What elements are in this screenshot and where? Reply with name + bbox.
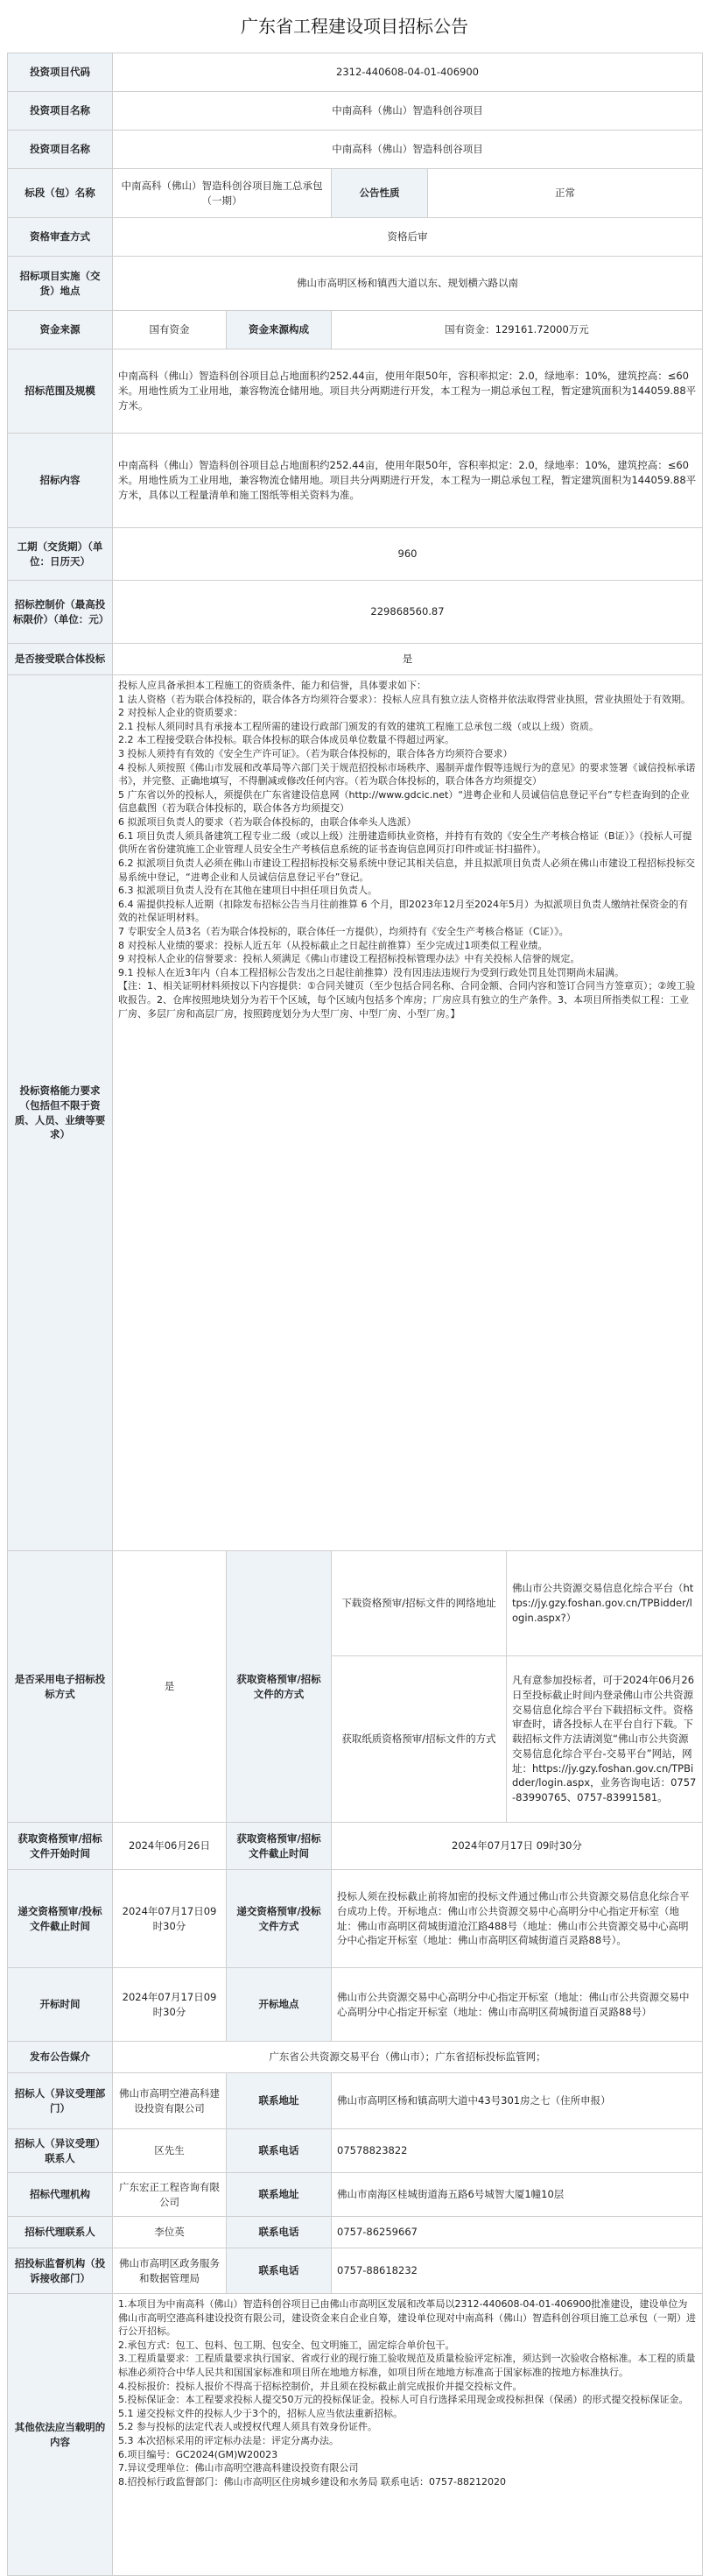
- row-project-name: [8, 92, 703, 131]
- location-value: 佛山市高明区杨和镇西大道以东、规划横六路以南: [113, 257, 703, 311]
- fund-source-label: 资金来源: [8, 311, 113, 349]
- price-value: 229868560.87: [113, 581, 703, 644]
- row-e-bidding-1: [8, 1551, 703, 1656]
- how-to-get-paper-label: 获取纸质资格预审/招标文件的方式: [332, 1656, 507, 1823]
- get-start-label: 获取资格预审/招标文件开始时间: [8, 1823, 113, 1870]
- project-name-label-2: 投资项目名称: [8, 131, 113, 169]
- notes-value: 1.本项目为中南高科（佛山）智造科创谷项目已由佛山市高明区发展和改革局以2312-440608-04-01-406900批准建设，建设单位为佛山市高明空港高科建设投资有限公司，建设资金来自企业自筹，建设单位现对中南高科（佛山）智造科创谷项目施工总承包（一期）进行公开招标。 2.承包方式：包工、包料、包工期、包安全、包文明施工，固定综合单价包干。 3.工程质量要求：工程质量要求执行国家、省或行业的现行施工验收规范及质量检验评定标准，须达到一次验收合格标准。本工程的质量标准必须符合中华人民共和国国家标准和项目所在地地方标准，如项目所在地地方标准高于国家标准的按地方标准执行。 4.投标报价：投标人报价不得高于招标控制价，并且须在投标截止前完成报价并提交投标文件。 5.投标保证金：本工程要求投标人提交50万元的投标保证金。投标人可自行选择采用现金或投标担保（保函）的形式提交投标保证金。 5.1 递交投标文件的投标人少于3个的，招标人应当依法重新招标。 5.2 参与投标的法定代表人或授权代理人须具有效身份证件。 5.3 本次招标采用的评定标办法是：评定分离办法。 6.项目编号：GC2024(GM)W20023 7.异议受理单位：佛山市高明空港高科建设投资有限公司 8.招投标行政监督部门：佛山市高明区住房城乡建设和水务局 联系电话：0757-88212020: [113, 2294, 703, 2576]
- supervisor-phone-label: 联系电话: [227, 2248, 332, 2294]
- publish-media-value: 广东省公共资源交易平台（佛山市）；广东省招标投标监管网；: [113, 2042, 703, 2073]
- location-label: 招标项目实施（交货）地点: [8, 257, 113, 311]
- content-label: 招标内容: [8, 434, 113, 528]
- qualification-label: 投标资格能力要求（包括但不限于资质、人员、业绩等要求）: [8, 675, 113, 1551]
- e-bidding-label: 是否采用电子招标投标方式: [8, 1551, 113, 1823]
- announcement-table: [7, 53, 703, 2576]
- row-get-time: [8, 1823, 703, 1870]
- open-place-label: 开标地点: [227, 1968, 332, 2042]
- qual-method-label: 资格审查方式: [8, 218, 113, 257]
- section-name-label: 标段（包）名称: [8, 169, 113, 218]
- row-media: [8, 2042, 703, 2073]
- row-consortium: [8, 644, 703, 675]
- submit-deadline-value: 2024年07月17日09时30分: [113, 1870, 227, 1968]
- row-submit: [8, 1870, 703, 1968]
- e-bidding-value: 是: [113, 1551, 227, 1823]
- consortium-value: 是: [113, 644, 703, 675]
- open-place-value: 佛山市公共资源交易中心高明分中心指定开标室（地址：佛山市公共资源交易中心高明分中心指定开标室（地址：佛山市高明区荷城街道百灵路88号）: [332, 1968, 703, 2042]
- project-code-label: 投资项目代码: [8, 53, 113, 92]
- fund-structure-value: 国有资金：129161.72000万元: [332, 311, 703, 349]
- consortium-label: 是否接受联合体投标: [8, 644, 113, 675]
- qualification-value: 投标人应具备承担本工程施工的资质条件、能力和信誉，具体要求如下： 1 法人资格（若为联合体投标的，联合体各方均须符合要求）：投标人应具有独立法人资格并依法取得营业执照，营业执照处于有效期。 2 对投标人企业的资质要求： 2.1 投标人须同时具有承接本工程所需的建设行政部门颁发的有效的建筑工程施工总承包二级（或以上级）资质。 2.2 本工程接受联合体投标。联合体投标的联合体成员单位数量不得超过两家。 3 投标人须持有有效的《安全生产许可证》。（若为联合体投标的，联合体各方均须符合要求） 4 投标人须按照《佛山市发展和改革局等六部门关于规范招投标市场秩序、遏制弄虚作假等违规行为的意见》的要求签署《诚信投标承诺书》，并完整、正确地填写，不得删减或修改任何内容。（若为联合体投标的，联合体各方均须提交） 5 广东省以外的投标人，须提供在广东省建设信息网（http://www.gdcic.net）“进粤企业和人员诚信信息登记平台”专栏查询到的企业信息截图（若为联合体投标的，联合体各方均须提交） 6 拟派项目负责人的要求（若为联合体投标的，由联合体牵头人选派） 6.1 项目负责人须具备建筑工程专业二级（或以上级）注册建造师执业资格，并持有有效的《安全生产考核合格证（B证）》（投标人可提供所在省份建筑施工企业管理人员安全生产考核信息系统的证书查询信息网页打印件或证书扫描件）。 6.2 拟派项目负责人必须在佛山市建设工程招标投标交易系统中登记其相关信息，并且拟派项目负责人必须在佛山市建设工程招标投标交易系统中登记，“进粤企业和人员诚信信息登记平台”登记。 6.3 拟派项目负责人没有在其他在建项目中担任项目负责人。 6.4 需提供投标人近期（扣除发布招标公告当月往前推算 6 个月，即2023年12月至2024年5月）为拟派项目负责人缴纳社保资金的有效的社保证明材料。 7 专职安全人员3名（若为联合体投标的，联合体任一方提供），均须持有《安全生产考核合格证（C证）》。 8 对投标人业绩的要求：投标人近五年（从投标截止之日起往前推算）至少完成过1项类似工程业绩。 9 对投标人企业的信誉要求：投标人须满足《佛山市建设工程招标投标管理办法》中有关投标人信誉的规定。 9.1 投标人在近3年内（自本工程招标公告发出之日起往前推算）没有因违法违规行为受到行政处罚且处罚期尚未届满。 【注：1、相关证明材料须按以下内容提供：①合同关键页（至少包括合同名称、合同金额、合同内容和签订合同当方签章页）；②竣工验收报告。2、仓库按照地块划分为若干个区域，每个区域内包括多个库房；厂房应具有独立的生产条件。3、本项目所指类似工程：工业厂房、多层厂房和高层厂房，按照跨度划分为大型厂房、中型厂房、小型厂房。】: [113, 675, 703, 1551]
- submit-deadline-label: 递交资格预审/投标文件截止时间: [8, 1870, 113, 1968]
- qual-method-value: 资格后审: [113, 218, 703, 257]
- open-time-value: 2024年07月17日09时30分: [113, 1968, 227, 2042]
- agency-phone-value: 0757-86259667: [332, 2217, 703, 2248]
- public-status-value: 正常: [428, 169, 703, 218]
- page-title: 广东省工程建设项目招标公告: [241, 16, 468, 37]
- get-start-value: 2024年06月26日: [113, 1823, 227, 1870]
- row-content: [8, 434, 703, 528]
- agency-phone-label: 联系电话: [227, 2217, 332, 2248]
- price-label: 招标控制价（最高投标限价）（单位：元）: [8, 581, 113, 644]
- how-to-get-label: 获取资格预审/招标文件的方式: [227, 1551, 332, 1823]
- supervisor-value: 佛山市高明区政务服务和数据管理局: [113, 2248, 227, 2294]
- row-notes: [8, 2294, 703, 2576]
- how-to-get-web-label: 下载资格预审/招标文件的网络地址: [332, 1551, 507, 1656]
- row-supervisor: [8, 2248, 703, 2294]
- row-qualification: [8, 675, 703, 1551]
- fund-source-value: 国有资金: [113, 311, 227, 349]
- open-time-label: 开标时间: [8, 1968, 113, 2042]
- agency-contact-label: 招标代理联系人: [8, 2217, 113, 2248]
- row-duration: [8, 528, 703, 581]
- submit-method-value: 投标人须在投标截止前将加密的投标文件通过佛山市公共资源交易信息化综合平台成功上传。开标地点：佛山市公共资源交易中心高明分中心指定开标室（地址：佛山市高明区荷城街道沧江路488号（地址：佛山市公共资源交易中心高明分中心指定开标室（地址：佛山市高明区荷城街道百灵路88号）。: [332, 1870, 703, 1968]
- how-to-get-paper-value: 凡有意参加投标者，可于2024年06月26日至投标截止时间内登录佛山市公共资源交易信息化综合平台下载招标文件。资格审查时，请各投标人在平台自行下载。下载招标文件方法请浏览“佛山市公共资源交易信息化综合平台-交易平台”网站，网址：https://jy.gzy.foshan.gov.cn/TPBidder/login.aspx，业务咨询电话：0757-83990765、0757-83991581。: [507, 1656, 703, 1823]
- publish-media-label: 发布公告媒介: [8, 2042, 113, 2073]
- content-value: 中南高科（佛山）智造科创谷项目总占地面积约252.44亩，使用年限50年，容积率拟定：2.0，绿地率：10%，建筑控高：≤60米。用地性质为工业用地，兼容物流仓储用地。项目共分两期进行开发，本工程为一期总承包工程，暂定建筑面积为144059.88平方米，具体以工程量清单和施工图纸等相关资料为准。: [113, 434, 703, 528]
- scope-value: 中南高科（佛山）智造科创谷项目总占地面积约252.44亩，使用年限50年，容积率拟定：2.0，绿地率：10%，建筑控高：≤60米。用地性质为工业用地，兼容物流仓储用地。项目共分两期进行开发，本工程为一期总承包工程，暂定建筑面积为144059.88平方米。: [113, 349, 703, 434]
- row-open: [8, 1968, 703, 2042]
- project-code-value: 2312-440608-04-01-406900: [113, 53, 703, 92]
- row-agency: [8, 2173, 703, 2217]
- tenderer-contact-label: 招标人（异议受理）联系人: [8, 2129, 113, 2173]
- duration-value: 960: [113, 528, 703, 581]
- notes-label: 其他依法应当载明的内容: [8, 2294, 113, 2576]
- row-tenderer-contact: [8, 2129, 703, 2173]
- agency-contact-value: 李位英: [113, 2217, 227, 2248]
- agency-value: 广东宏正工程咨询有限公司: [113, 2173, 227, 2217]
- agency-label: 招标代理机构: [8, 2173, 113, 2217]
- tenderer-value: 佛山市高明空港高科建设投资有限公司: [113, 2073, 227, 2129]
- row-section: [8, 169, 703, 218]
- supervisor-label: 招投标监督机构（投诉接收部门）: [8, 2248, 113, 2294]
- agency-address-label: 联系地址: [227, 2173, 332, 2217]
- supervisor-phone-value: 0757-88618232: [332, 2248, 703, 2294]
- duration-label: 工期（交货期）（单位：日历天）: [8, 528, 113, 581]
- tenderer-phone-label: 联系电话: [227, 2129, 332, 2173]
- get-end-value: 2024年07月17日 09时30分: [332, 1823, 703, 1870]
- public-status-label: 公告性质: [332, 169, 428, 218]
- tenderer-contact-value: 区先生: [113, 2129, 227, 2173]
- row-price: [8, 581, 703, 644]
- project-name-label: 投资项目名称: [8, 92, 113, 131]
- scope-label: 招标范围及规模: [8, 349, 113, 434]
- row-qual-method: [8, 218, 703, 257]
- row-fund: [8, 311, 703, 349]
- section-name-value: 中南高科（佛山）智造科创谷项目施工总承包（一期）: [113, 169, 332, 218]
- get-end-label: 获取资格预审/招标文件截止时间: [227, 1823, 332, 1870]
- row-project-name-2: [8, 131, 703, 169]
- submit-method-label: 递交资格预审/投标文件方式: [227, 1870, 332, 1968]
- tenderer-address-value: 佛山市高明区杨和镇高明大道中43号301房之七（住所申报）: [332, 2073, 703, 2129]
- row-tenderer: [8, 2073, 703, 2129]
- tenderer-label: 招标人（异议受理部门）: [8, 2073, 113, 2129]
- row-location: [8, 257, 703, 311]
- agency-address-value: 佛山市南海区桂城街道海五路6号城智大厦1幢10层: [332, 2173, 703, 2217]
- row-scope: [8, 349, 703, 434]
- how-to-get-web-value[interactable]: 佛山市公共资源交易信息化综合平台（https://jy.gzy.foshan.gov.cn/TPBidder/login.aspx?）: [507, 1551, 703, 1656]
- project-name-value: 中南高科（佛山）智造科创谷项目: [113, 92, 703, 131]
- tenderer-phone-value: 07578823822: [332, 2129, 703, 2173]
- tenderer-address-label: 联系地址: [227, 2073, 332, 2129]
- fund-structure-label: 资金来源构成: [227, 311, 332, 349]
- row-project-code: [8, 53, 703, 92]
- row-agency-contact: [8, 2217, 703, 2248]
- project-name-value-2: 中南高科（佛山）智造科创谷项目: [113, 131, 703, 169]
